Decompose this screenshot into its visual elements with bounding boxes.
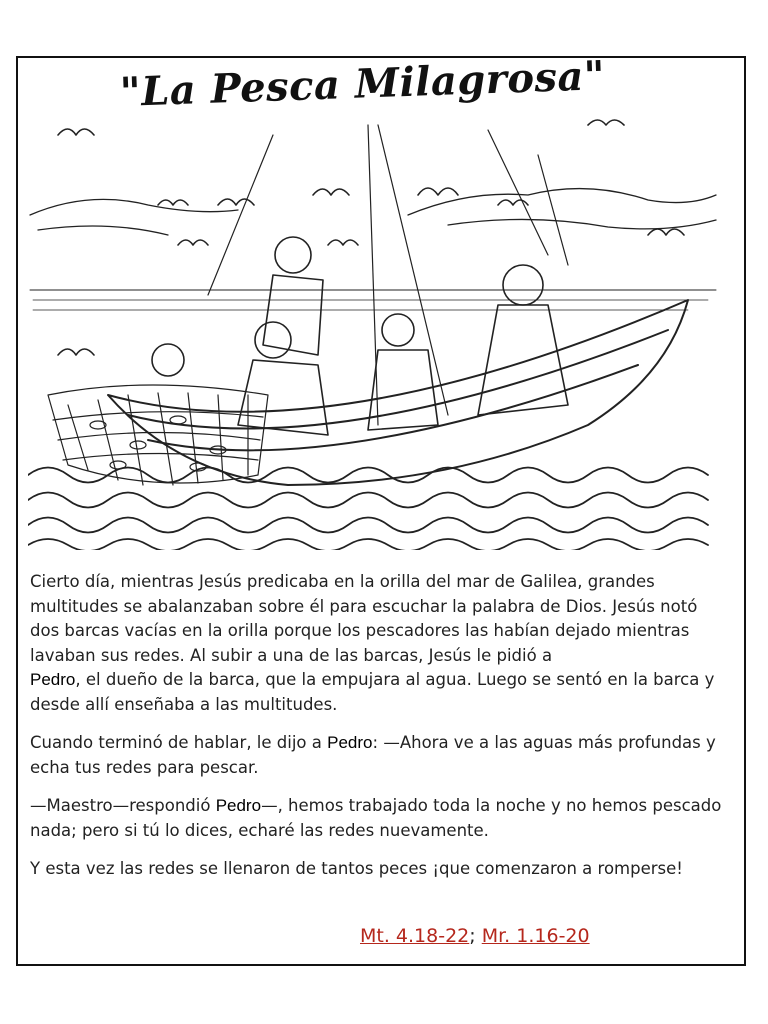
reference-separator: ;: [469, 925, 476, 947]
story-paragraph-2-start: Cuando terminó de hablar, le dijo a: [30, 733, 322, 752]
story-paragraph-3: [30, 794, 730, 843]
name-pedro: Pedro: [327, 733, 373, 752]
page-title: "La Pesca Milagrosa": [119, 52, 606, 116]
story-paragraph-2: [30, 731, 730, 780]
fishermen-figures: [152, 237, 568, 435]
reference-link-mark[interactable]: Mr. 1.16-20: [481, 925, 590, 947]
reference-link-matthew[interactable]: Mt. 4.18-22: [360, 925, 470, 947]
story-paragraph-1: [30, 570, 730, 717]
story-paragraph-4: Y esta vez las redes se llenaron de tantos peces ¡que comenzaron a romperse!: [30, 859, 683, 878]
seagull-drawings: [58, 120, 684, 355]
fishing-boat-illustration: [28, 95, 718, 550]
story-text: [30, 570, 730, 882]
story-paragraph-1-start: Cierto día, mientras Jesús predicaba en la orilla del mar de Galilea, grandes multitudes se abalanzaban sobre él para escuchar la palabra de Dios. Jesús notó dos barcas vacías en la orilla porque los pescadores las habían dejado mientras lavaban sus redes. Al subir a una de las barcas, Jesús le pidió a: [30, 572, 698, 665]
fishing-net-drawing: [48, 385, 268, 485]
name-pedro: Pedro: [215, 796, 262, 815]
story-paragraph-3-end: —, hemos trabajado toda la noche y no hemos pescado nada; pero si tú lo dices, echaré las redes nuevamente.: [30, 796, 722, 840]
story-paragraph-3-start: —Maestro—respondió: [30, 796, 211, 815]
story-paragraph-2-end: : —Ahora ve a las aguas más profundas y echa tus redes para pescar.: [30, 733, 716, 777]
bible-references: [360, 925, 590, 947]
name-pedro: Pedro: [30, 670, 76, 689]
rigging-lines: [208, 125, 568, 425]
story-paragraph-1-end: , el dueño de la barca, que la empujara al agua. Luego se sentó en la barca y desde allí enseñaba a las multitudes.: [30, 670, 715, 714]
